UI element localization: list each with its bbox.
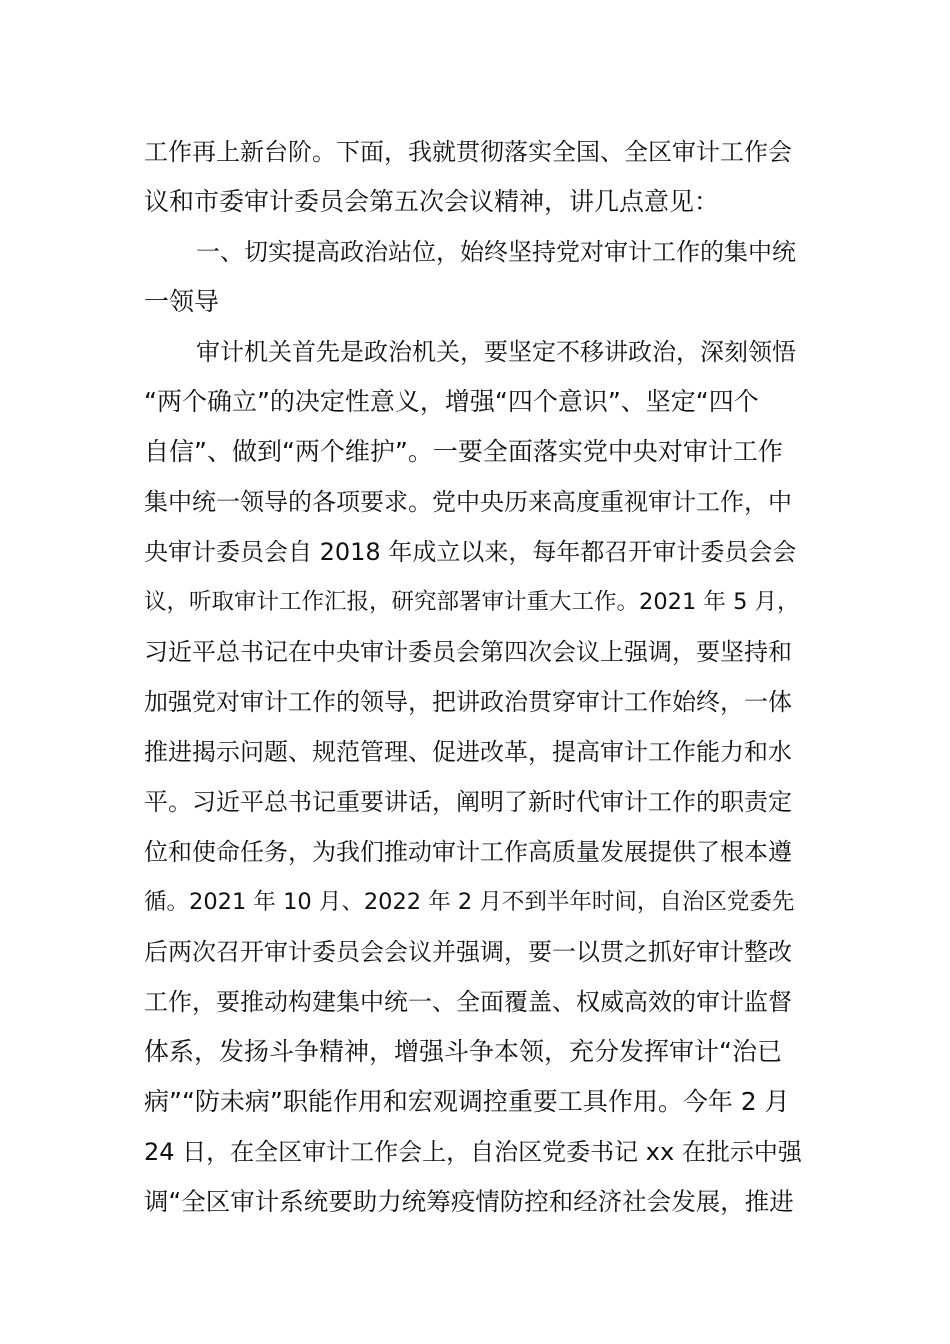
text-line: 后两次召开审计委员会会议并强调，要一以贯之抓好审计整改: [144, 938, 792, 966]
section-heading-line: 一、切实提高政治站位，始终坚持党对审计工作的集中统: [196, 238, 796, 266]
text-line: 加强党对审计工作的领导，把讲政治贯穿审计工作始终，一体: [144, 688, 792, 716]
text-line: 位和使命任务，为我们推动审计工作高质量发展提供了根本遵: [144, 838, 792, 866]
text-line: 习近平总书记在中央审计委员会第四次会议上强调，要坚持和: [144, 638, 792, 666]
text-line: 调“全区审计系统要助力统筹疫情防控和经济社会发展，推进: [144, 1187, 794, 1216]
section-heading-line: 一领导: [144, 287, 220, 316]
text-line: 集中统一领导的各项要求。党中央历来高度重视审计工作，中: [144, 488, 792, 516]
text-line: 平。习近平总书记重要讲话，阐明了新时代审计工作的职责定: [144, 788, 792, 816]
text-line: 议，听取审计工作汇报，研究部署审计重大工作。2021 年 5 月，: [144, 589, 800, 615]
text-line: 推进揭示问题、规范管理、促进改革，提高审计工作能力和水: [144, 738, 792, 766]
text-line: 24 日，在全区审计工作会上，自治区党委书记 xx 在批示中强: [144, 1138, 802, 1166]
text-line: 工作再上新台阶。下面，我就贯彻落实全国、全区审计工作会: [144, 138, 792, 166]
text-line: 自信”、做到“两个维护”。一要全面落实党中央对审计工作: [144, 437, 783, 466]
text-line: 议和市委审计委员会第五次会议精神，讲几点意见：: [144, 187, 720, 216]
text-line: 病”“防未病”职能作用和宏观调控重要工具作用。今年 2 月: [144, 1087, 790, 1116]
body-text: [144, 127, 804, 1227]
paragraph-start-line: 审计机关首先是政治机关，要坚定不移讲政治，深刻领悟: [196, 338, 796, 366]
text-line: 体系，发扬斗争精神，增强斗争本领，充分发挥审计“治已: [144, 1037, 782, 1066]
text-line: 工作，要推动构建集中统一、全面覆盖、权威高效的审计监督: [144, 988, 792, 1016]
text-line: “两个确立”的决定性意义，增强“四个意识”、坚定“四个: [144, 387, 759, 416]
text-line: 央审计委员会自 2018 年成立以来，每年都召开审计委员会会: [144, 538, 797, 566]
text-line: 循。2021 年 10 月、2022 年 2 月不到半年时间，自治区党委先: [144, 889, 795, 915]
